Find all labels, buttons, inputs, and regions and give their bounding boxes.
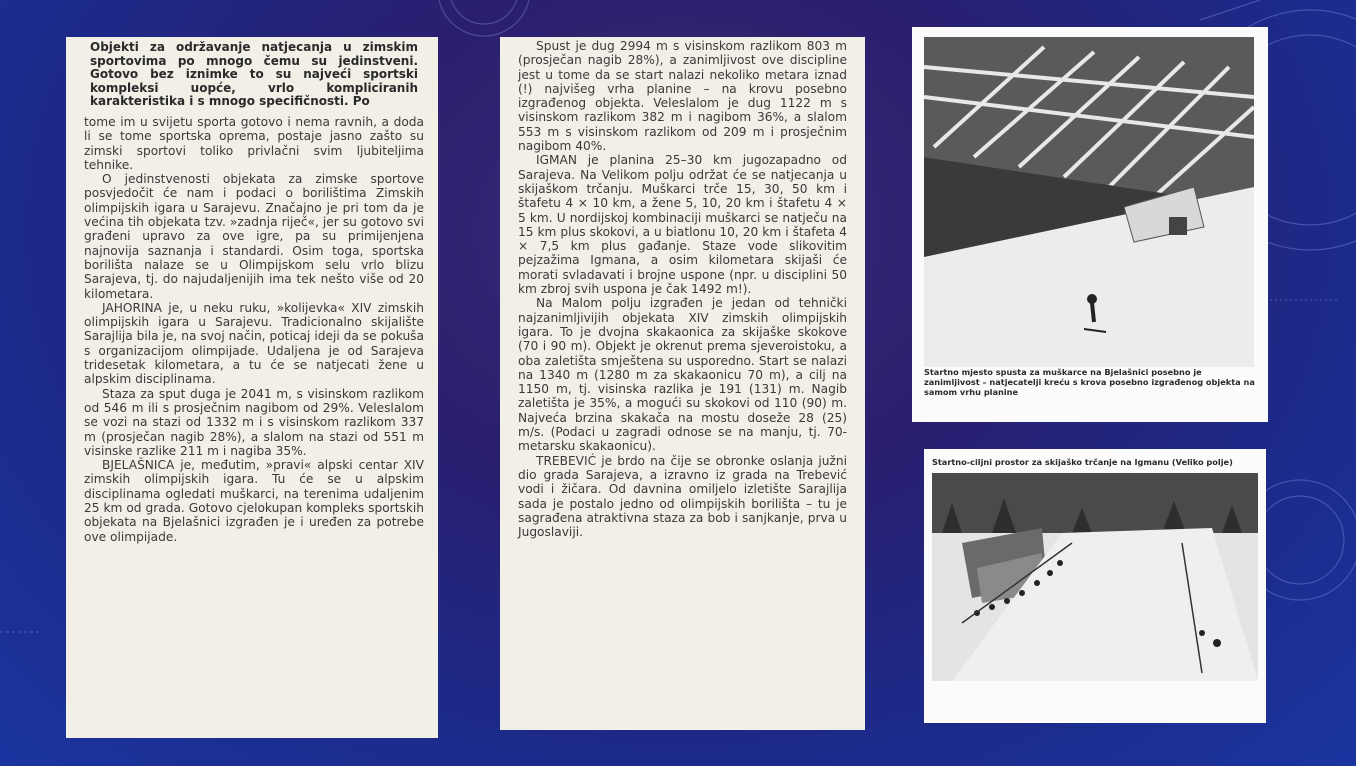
article-paragraph: Spust je dug 2994 m s visinskom razlikom 803 m (prosječan nagib 28%), a zanimljivost ove discipline jest u tome da se start nalazi nekoliko metara iznad (!) najvišeg vrha planine – na krovu posebno izgrađenog objekta. Veleslalom je dug 1122 m s visinskom razlikom 382 m i nagibom 36%, a slalom 553 m s visinskom razlikom od 209 m i prosječnim nagibom 40%. (518, 39, 847, 154)
photo-caption: Startno mjesto spusta za muškarce na Bjelašnici posebno je zanimljivost – natjecatelji kreću s krova posebno izgrađenog objekta na samom vrhu planine (924, 367, 1255, 397)
article-paragraph: Na Malom polju izgrađen je jedan od tehnički najzanimljivijih objekata XIV zimskih olimpijskih igara. To je dvojna skakaonica za skijaške skokove (70 i 90 m). Objekt je okrenut prema sjeveroistoku, a oba zaletišta smještena su usporedno. Start se nalazi na 1340 m (1280 m za skakaonicu 70 m), a cilj na 1150 m, tj. visinska razlika je 191 (131) m. Nagib zaletišta je 35%, a mogući su skokovi od 110 (90) m. Najveća brzina skakača na mostu doseže 28 (25) m/s. (Podaci u zagradi odnose se na manju, tj. 70-metarsku skakaonicu). (518, 296, 847, 454)
photo-caption: Startno-ciljni prostor za skijaško trčanje na Igmanu (Veliko polje) (932, 457, 1233, 467)
article-paragraph: BJELAŠNICA je, međutim, »pravi« alpski centar XIV zimskih olimpijskih igara. Tu će se u alpskim disciplinama ogledati muškarci, na terenima udaljenim 25 km od grada. Gotovo cjelokupan kompleks sportskih objekata na Bjelašnici izgrađen je i uređen za potrebe ove olimpijade. (84, 458, 424, 544)
article-paragraph: IGMAN je planina 25–30 km jugozapadno od Sarajeva. Na Velikom polju održat će se natjecanja u skijaškom trčanju. Muškarci trče 15, 30, 50 km i štafetu 4 × 10 km, a žene 5, 10, 20 km i štafetu 4 × 5 km. U nordijskoj kombinaciji muškarci se natječu na 15 km plus skokovi, a u biatlonu 10, 20 km i štafeta 4 × 7,5 km plus gađanje. Staze vode slikovitim pejzažima Igmana, a osim kilometara skijaši će morati svladavati i brojne uspone (npr. u disciplini 50 km zbroj svih uspona je čak 1492 m!). (518, 153, 847, 297)
photo-card-cross-country (924, 449, 1266, 723)
article-paragraph: JAHORINA je, u neku ruku, »kolijevka« XIV zimskih olimpijskih igara u Sarajevu. Tradicionalno skijalište Sarajlija bila je, na svoj način, poticaj ideji da se pokuša s organizacijom olimpijade. Udaljena je od Sarajeva tridesetak kilometara, a tu će se natjecati žene u alpskim disciplinama. (84, 300, 424, 387)
cross-country-photo (932, 473, 1258, 681)
article-paragraph: Staza za sput duga je 2041 m, s visinskom razlikom od 546 m ili s prosječnim nagibom od 29%. Veleslalom se vozi na stazi od 1332 m i s visinskom razlikom 337 m (prosječan nagib 28%), a slalom na stazi od 551 m visinske razlike 211 m i nagiba 35%. (84, 386, 424, 458)
ski-start-photo (924, 37, 1254, 367)
article-paragraph: TREBEVIĆ je brdo na čije se obronke oslanja južni dio grada Sarajeva, a izravno iz grada na Trebević vodi i žičara. Od davnina omiljelo izletište Sarajlija sada je postalo jedno od olimpijskih borilišta – tu je sagrađena atraktivna staza za bob i sanjkanje, prva u Jugoslaviji. (518, 453, 847, 540)
article-lead: Objekti za održavanje natjecanja u zimskim sportovima po mnogo čemu su jedinstveni. Gotovo bez iznimke to su najveći sportski kompleksi uopće, vrlo kompliciranih karakteristika i s mnogo specifičnosti. Po (90, 40, 418, 109)
photo-card-ski-start (912, 27, 1268, 422)
article-paragraph: tome im u svijetu sporta gotovo i nema ravnih, a doda li se tome sportska oprema, postaje jasno zašto su zimski sportovi toliko privlačni svim ljubiteljima tehnike. (84, 114, 424, 172)
article-column-left (66, 37, 438, 738)
article-paragraph: O jedinstvenosti objekata za zimske sportove posvjedočit će nam i podaci o borilištima Zimskih olimpijskih igara u Sarajevu. Značajno je pri tom da je većina tih objekata tzv. »zadnja riječ«, jer su gotovo svi građeni upravo za ove igre, pa su primijenjena najnovija saznanja i standardi. Osim toga, sportska borilišta nalaze se u Olimpijskom selu vrlo blizu Sarajeva, tj. do najudaljenijih ima tek nešto više od 20 kilometara. (84, 172, 424, 301)
article-column-middle (500, 37, 865, 730)
